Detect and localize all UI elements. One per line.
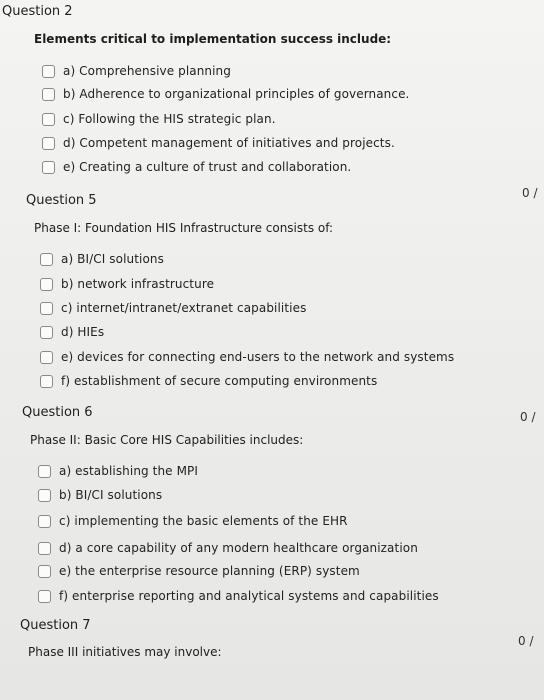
checkbox[interactable] — [42, 137, 55, 150]
answer-option-a[interactable] — [40, 252, 164, 266]
answer-option-a[interactable] — [38, 464, 198, 478]
option-label: d) Competent management of initiatives and projects. — [63, 136, 395, 150]
checkbox[interactable] — [42, 113, 55, 126]
answer-option-c[interactable] — [42, 112, 276, 126]
answer-option-c[interactable] — [38, 514, 348, 528]
answer-option-d[interactable] — [40, 325, 104, 339]
checkbox[interactable] — [40, 351, 53, 364]
question-prompt: Elements critical to implementation success include: — [34, 32, 392, 46]
option-label: b) network infrastructure — [61, 277, 215, 291]
option-label: f) establishment of secure computing environments — [61, 374, 378, 388]
answer-option-b[interactable] — [40, 277, 214, 291]
option-label: e) Creating a culture of trust and collaboration. — [63, 160, 352, 174]
option-label: a) establishing the MPI — [59, 464, 198, 478]
checkbox[interactable] — [38, 565, 51, 578]
checkbox[interactable] — [38, 542, 51, 555]
answer-option-a[interactable] — [42, 64, 231, 78]
checkbox[interactable] — [40, 302, 53, 315]
checkbox[interactable] — [38, 515, 51, 528]
answer-option-b[interactable] — [38, 488, 162, 502]
question-score: 0 / — [522, 186, 538, 200]
option-label: d) a core capability of any modern healthcare organization — [59, 541, 418, 555]
answer-option-e[interactable] — [42, 160, 351, 174]
question-prompt: Phase I: Foundation HIS Infrastructure consists of: — [34, 221, 334, 235]
checkbox[interactable] — [42, 161, 55, 174]
option-label: e) the enterprise resource planning (ERP) system — [59, 564, 360, 578]
option-label: a) BI/CI solutions — [61, 252, 164, 266]
option-label: c) internet/intranet/extranet capabilities — [61, 301, 307, 315]
option-label: c) implementing the basic elements of the EHR — [59, 514, 348, 528]
answer-option-e[interactable] — [40, 350, 454, 364]
checkbox[interactable] — [42, 65, 55, 78]
answer-option-f[interactable] — [38, 589, 439, 603]
question-prompt: Phase III initiatives may involve: — [28, 645, 222, 659]
answer-option-d[interactable] — [38, 541, 418, 555]
checkbox[interactable] — [40, 375, 53, 388]
question-score: 0 / — [520, 410, 536, 424]
answer-option-d[interactable] — [42, 136, 395, 150]
option-label: e) devices for connecting end-users to the network and systems — [61, 350, 455, 364]
checkbox[interactable] — [42, 88, 55, 101]
checkbox[interactable] — [38, 465, 51, 478]
question-score: 0 / — [518, 634, 534, 648]
checkbox[interactable] — [40, 326, 53, 339]
answer-option-c[interactable] — [40, 301, 306, 315]
checkbox[interactable] — [38, 590, 51, 603]
checkbox[interactable] — [40, 253, 53, 266]
answer-option-f[interactable] — [40, 374, 377, 388]
question-prompt: Phase II: Basic Core HIS Capabilities includes: — [30, 433, 304, 447]
answer-option-e[interactable] — [38, 564, 360, 578]
question-title: Question 5 — [26, 193, 97, 208]
answer-option-b[interactable] — [42, 87, 409, 101]
checkbox[interactable] — [40, 278, 53, 291]
option-label: b) BI/CI solutions — [59, 488, 163, 502]
checkbox[interactable] — [38, 489, 51, 502]
question-title: Question 7 — [20, 618, 91, 633]
question-title: Question 6 — [22, 405, 93, 420]
option-label: b) Adherence to organizational principles of governance. — [63, 87, 410, 101]
option-label: f) enterprise reporting and analytical systems and capabilities — [59, 589, 439, 603]
option-label: a) Comprehensive planning — [63, 64, 231, 78]
question-title: Question 2 — [2, 4, 73, 19]
option-label: c) Following the HIS strategic plan. — [63, 112, 276, 126]
option-label: d) HIEs — [61, 325, 105, 339]
